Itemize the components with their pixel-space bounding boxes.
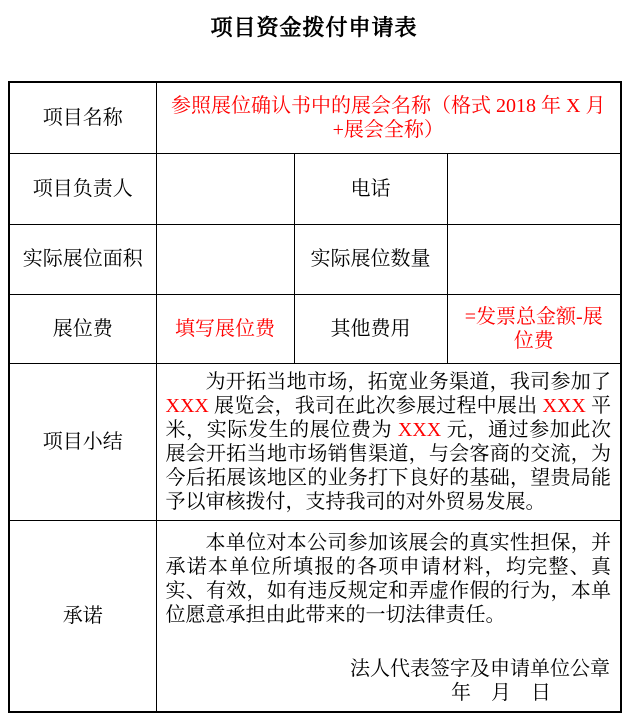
label-summary: 项目小结	[9, 363, 156, 520]
summary-segment-placeholder: XXX	[397, 418, 442, 441]
page-title: 项目资金拨付申请表	[210, 15, 418, 40]
field-phone[interactable]	[447, 153, 621, 224]
summary-segment: 平米，实际发生的展位费为	[165, 394, 612, 441]
summary-segment-placeholder: XXX	[165, 394, 209, 417]
label-booth-fee: 展位费	[9, 294, 156, 363]
application-table	[8, 81, 622, 713]
field-booth-area[interactable]	[156, 224, 294, 294]
row-commitment	[9, 520, 621, 712]
summary-segment: 为开拓当地市场，拓宽业务渠道，我司参加了	[205, 370, 612, 393]
label-other-fee: 其他费用	[294, 294, 447, 363]
row-fees	[9, 294, 621, 363]
row-project-name	[9, 82, 621, 153]
label-commitment: 承诺	[9, 520, 156, 712]
field-project-name[interactable]: 参照展位确认书中的展会名称（格式 2018 年 X 月+展会全称）	[156, 82, 621, 153]
field-summary[interactable]	[156, 363, 621, 520]
label-project-manager: 项目负责人	[9, 153, 156, 224]
label-booth-count: 实际展位数量	[294, 224, 447, 294]
field-booth-fee[interactable]: 填写展位费	[156, 294, 294, 363]
summary-segment: 展览会，我司在此次参展过程中展出	[208, 394, 543, 417]
row-manager-phone	[9, 153, 621, 224]
signature-line[interactable]: 法人代表签字及申请单位公章	[350, 657, 611, 680]
summary-segment-placeholder: XXX	[542, 394, 586, 417]
commitment-paragraph: 本单位对本公司参加该展会的真实性担保，并承诺本单位所填报的各项申请材料，均完整、真实、有效，如有违反规定和弄虚作假的行为，本单位愿意承担由此带来的一切法律责任。	[165, 531, 612, 626]
field-other-fee[interactable]: =发票总金额-展位费	[447, 294, 621, 363]
field-booth-count[interactable]	[447, 224, 621, 294]
label-booth-area: 实际展位面积	[9, 224, 156, 294]
field-project-manager[interactable]	[156, 153, 294, 224]
date-line[interactable]: 年 月 日	[451, 681, 552, 704]
summary-paragraph	[166, 370, 612, 514]
field-commitment[interactable]	[156, 520, 621, 712]
row-booth-area-count	[9, 224, 621, 294]
summary-segment: 元，通过参加此次展会开拓当地市场销售渠道，与会客商的交流，为今后拓展该地区的业务打下良好的基础，望贵局能予以审核拨付，支持我司的对外贸易发展。	[165, 418, 612, 513]
row-summary	[9, 363, 621, 520]
label-project-name: 项目名称	[9, 82, 156, 153]
label-phone: 电话	[294, 153, 447, 224]
